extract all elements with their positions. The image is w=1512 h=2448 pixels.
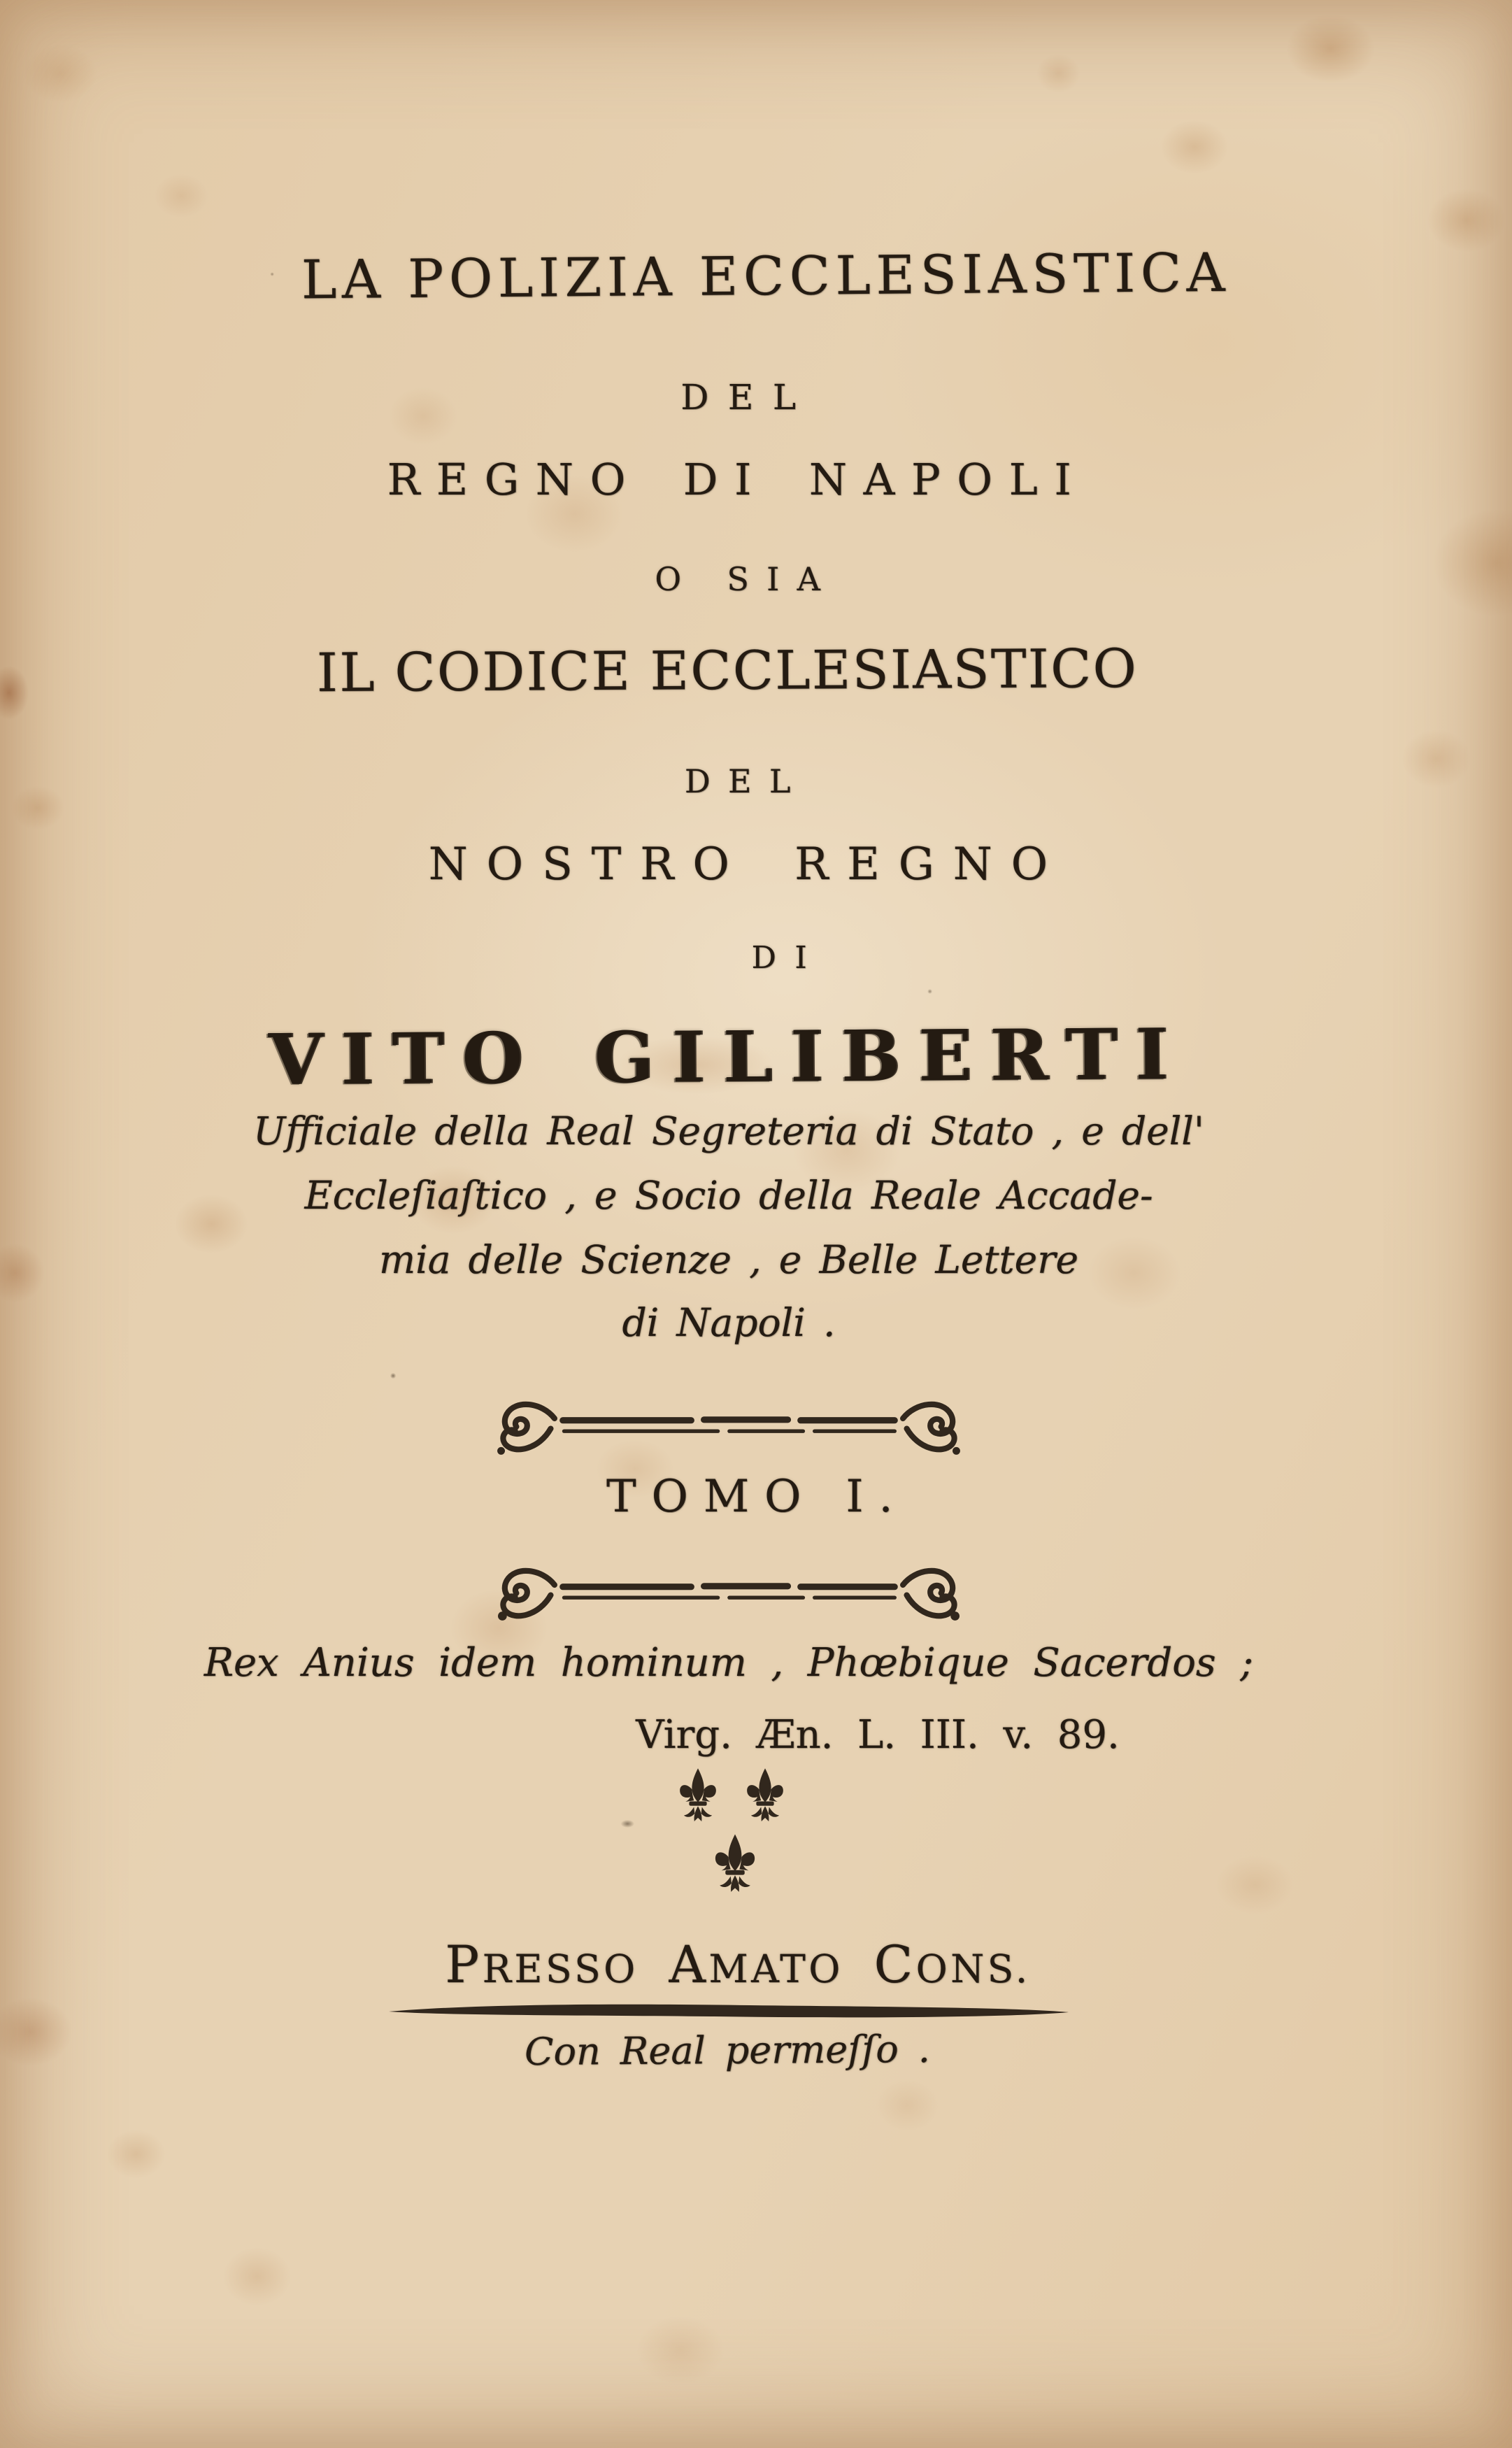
title-del-2: DEL	[684, 762, 808, 800]
title-regno-di-napoli: REGNO DI NAPOLI	[387, 454, 1088, 505]
ornamental-rule-top	[0, 1390, 1485, 1463]
title-o-sia: O SIA	[655, 560, 839, 598]
title-di: DI	[751, 940, 826, 976]
book-title: LA POLIZIA ECCLESIASTICA	[301, 241, 1231, 311]
author-name: VITO GILIBERTI	[268, 1012, 1187, 1102]
author-bio-line-4: di Napoli .	[622, 1300, 836, 1345]
fleur-de-lis-icon	[745, 1767, 785, 1831]
title-del-1: DEL	[680, 377, 815, 418]
author-bio-line-2: Eccleſiaſtico , e Socio della Reale Accade-	[304, 1173, 1153, 1218]
epigraph-quote: Rex Anius idem hominum , Phœbique Sacerdos ;	[204, 1640, 1254, 1686]
volume-label: TOMO I.	[606, 1471, 908, 1523]
epigraph-attribution: Virg. Æn. L. III. v. 89.	[636, 1712, 1120, 1758]
fleur-de-lis-icon	[678, 1767, 718, 1831]
royal-permission: Con Real permeſſo .	[524, 2026, 931, 2075]
tapered-rule-icon	[386, 2000, 1071, 2021]
imprint-rule	[0, 2000, 1485, 2024]
fleur-de-lis-ornament-pair	[0, 1767, 1488, 1834]
title-codice-ecclesiastico: IL CODICE ECCLESIASTICO	[316, 636, 1139, 704]
publisher-imprint: PRESSO AMATO CONS.	[445, 1936, 1031, 1995]
scroll-rule-icon	[484, 1390, 973, 1460]
fleur-de-lis-ornament-single	[0, 1833, 1491, 1905]
fleur-de-lis-icon	[713, 1833, 757, 1902]
author-bio-line-1: Ufficiale della Real Segreteria di Stato , e dell'	[252, 1109, 1205, 1153]
author-bio-line-3: mia delle Scienze , e Belle Lettere	[378, 1237, 1079, 1282]
title-nostro-regno: NOSTRO REGNO	[428, 839, 1067, 890]
ornamental-rule-bottom	[0, 1557, 1485, 1630]
scroll-rule-icon	[484, 1557, 973, 1627]
